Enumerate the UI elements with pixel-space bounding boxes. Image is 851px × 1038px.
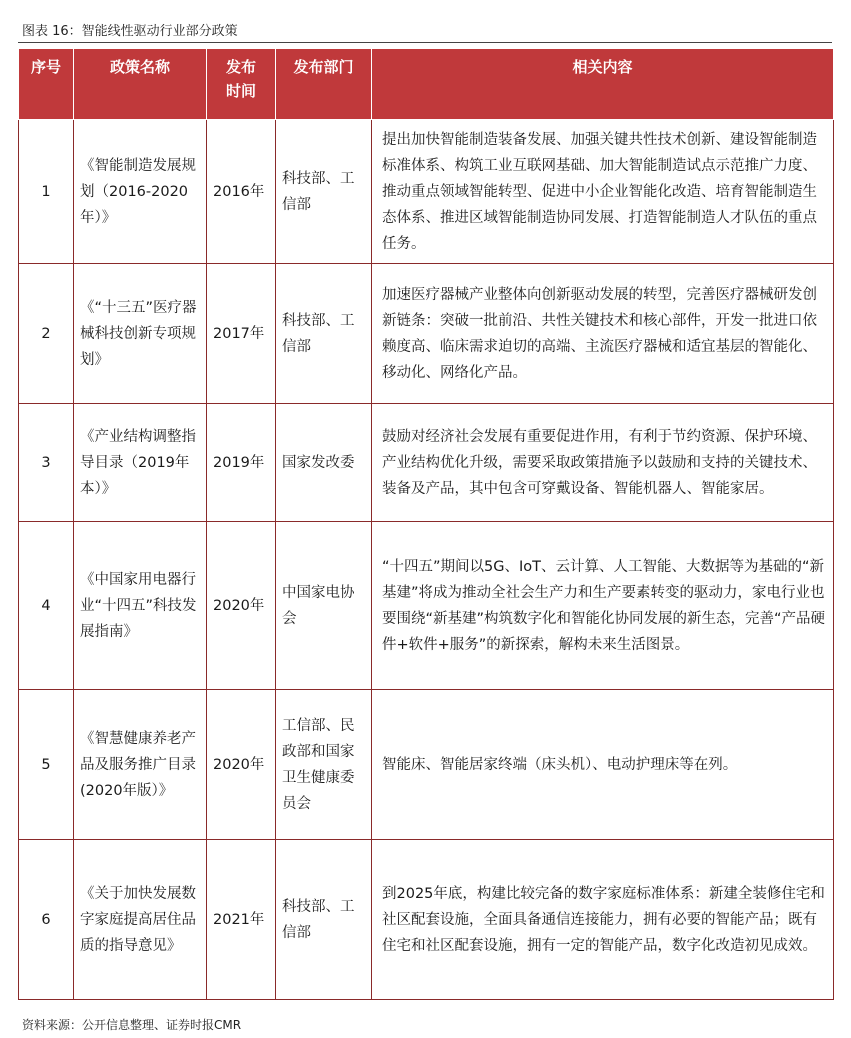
- row-index: 4: [19, 522, 74, 690]
- table-row: [19, 264, 834, 404]
- table-row: [19, 404, 834, 522]
- row-release-time: 2020年: [207, 690, 276, 840]
- row-content: 鼓励对经济社会发展有重要促进作用，有利于节约资源、保护环境、产业结构优化升级，需要采取政策措施予以鼓励和支持的关键技术、装备及产品，其中包含可穿戴设备、智能机器人、智能家居。: [372, 404, 834, 522]
- row-department: 科技部、工信部: [276, 264, 372, 404]
- row-policy-name: 《中国家用电器行业“十四五”科技发展指南》: [74, 522, 207, 690]
- row-policy-name: 《“十三五”医疗器械科技创新专项规划》: [74, 264, 207, 404]
- row-policy-name: 《智慧健康养老产品及服务推广目录(2020年版）》: [74, 690, 207, 840]
- row-index: 3: [19, 404, 74, 522]
- row-department: 工信部、民政部和国家卫生健康委员会: [276, 690, 372, 840]
- row-content: 提出加快智能制造装备发展、加强关键共性技术创新、建设智能制造标准体系、构筑工业互联网基础、加大智能制造试点示范推广力度、推动重点领域智能转型、促进中小企业智能化改造、培育智能制造生态体系、推进区域智能制造协同发展、打造智能制造人才队伍的重点任务。: [372, 120, 834, 264]
- table-row: [19, 840, 834, 1000]
- row-index: 6: [19, 840, 74, 1000]
- row-department: 科技部、工信部: [276, 120, 372, 264]
- row-department: 科技部、工信部: [276, 840, 372, 1000]
- row-release-time: 2019年: [207, 404, 276, 522]
- row-department: 国家发改委: [276, 404, 372, 522]
- row-release-time: 2020年: [207, 522, 276, 690]
- row-content: 加速医疗器械产业整体向创新驱动发展的转型，完善医疗器械研发创新链条：突破一批前沿、共性关键技术和核心部件，开发一批进口依赖度高、临床需求迫切的高端、主流医疗器械和适宜基层的智能化、移动化、网络化产品。: [372, 264, 834, 404]
- header-policy-name: 政策名称: [74, 49, 207, 120]
- table-row: [19, 690, 834, 840]
- header-department: 发布部门: [276, 49, 372, 120]
- title-divider: [18, 42, 832, 43]
- figure-title: 图表 16：智能线性驱动行业部分政策: [22, 24, 238, 39]
- table-header-row: [19, 49, 834, 120]
- header-index: 序号: [19, 49, 74, 120]
- table-row: [19, 522, 834, 690]
- row-policy-name: 《产业结构调整指导目录（2019年本）》: [74, 404, 207, 522]
- row-index: 5: [19, 690, 74, 840]
- row-content: “十四五”期间以5G、IoT、云计算、人工智能、大数据等为基础的“新基建”将成为推动全社会生产力和生产要素转变的驱动力，家电行业也要围绕“新基建”构筑数字化和智能化协同发展的新生态，完善“产品硬件+软件+服务”的新探索，解构未来生活图景。: [372, 522, 834, 690]
- header-release-time: 发布 时间: [207, 49, 276, 120]
- row-release-time: 2017年: [207, 264, 276, 404]
- policy-table: [18, 48, 834, 1000]
- header-content: 相关内容: [372, 49, 834, 120]
- source-note: 资料来源：公开信息整理、证券时报CMR: [22, 1018, 242, 1032]
- row-index: 2: [19, 264, 74, 404]
- row-release-time: 2021年: [207, 840, 276, 1000]
- row-department: 中国家电协会: [276, 522, 372, 690]
- row-content: 智能床、智能居家终端（床头机）、电动护理床等在列。: [372, 690, 834, 840]
- row-policy-name: 《智能制造发展规划（2016-2020年）》: [74, 120, 207, 264]
- row-index: 1: [19, 120, 74, 264]
- row-release-time: 2016年: [207, 120, 276, 264]
- row-content: 到2025年底，构建比较完备的数字家庭标准体系：新建全装修住宅和社区配套设施，全面具备通信连接能力，拥有必要的智能产品；既有住宅和社区配套设施，拥有一定的智能产品，数字化改造初见成效。: [372, 840, 834, 1000]
- row-policy-name: 《关于加快发展数字家庭提高居住品质的指导意见》: [74, 840, 207, 1000]
- table-row: [19, 120, 834, 264]
